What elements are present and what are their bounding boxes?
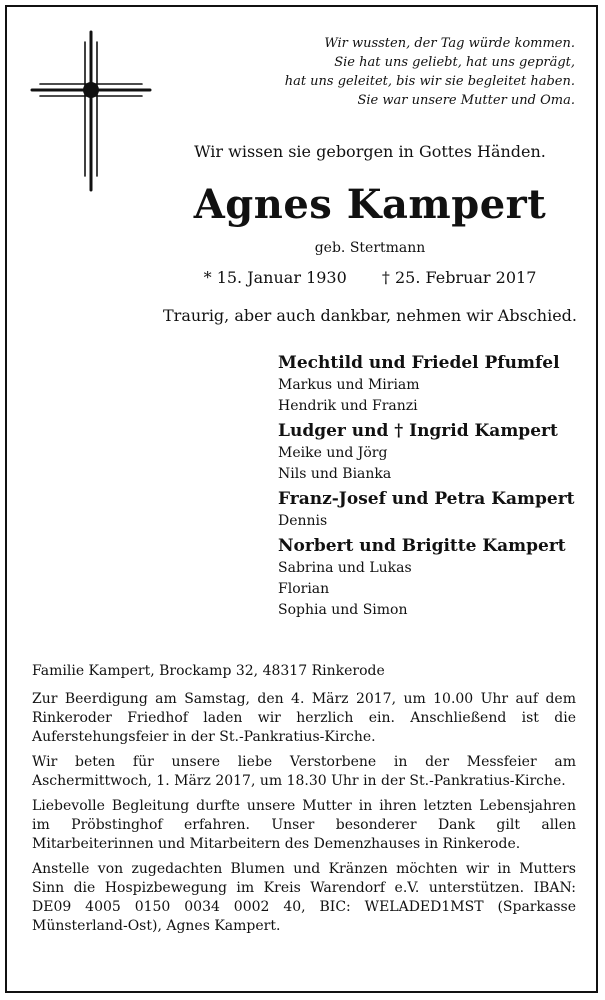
- family-group: [278, 535, 588, 621]
- funeral-paragraph: Zur Beerdigung am Samstag, den 4. März 2017, um 10.00 Uhr auf dem Rinkeroder Friedhof laden wir herzlich ein. Anschließend ist die Auferstehungsfeier in der St.-Pankratius-Kirche.: [32, 691, 576, 745]
- notice-body: [32, 662, 576, 942]
- family-group: [278, 352, 588, 417]
- maiden-name: geb. Stertmann: [314, 240, 426, 256]
- poem-line: Wir wussten, der Tag würde kommen.: [324, 36, 575, 51]
- donation-paragraph: Anstelle von zugedachten Blumen und Kränzen möchten wir in Mutters Sinn die Hospizbewegung im Kreis Warendorf e.V. unterstützen. IBAN: DE09 4005 0150 0034 0002 40, BIC: WELADED1MST (Sparkasse Münsterland-Ost), Agnes Kampert.: [32, 861, 576, 934]
- life-dates: [160, 268, 580, 287]
- poem-line: Sie hat uns geliebt, hat uns geprägt,: [334, 55, 575, 70]
- intro-line: Wir wissen sie geborgen in Gottes Händen.: [194, 142, 546, 161]
- family-member: Sabrina und Lukas: [278, 560, 412, 576]
- family-member: Nils und Bianka: [278, 466, 392, 482]
- family-member: Hendrik und Franzi: [278, 398, 418, 414]
- cross-icon: [30, 28, 152, 194]
- birth-date: * 15. Januar 1930: [203, 268, 347, 287]
- family-member: Sophia und Simon: [278, 602, 408, 618]
- family-head: Ludger und † Ingrid Kampert: [278, 421, 558, 441]
- mourners-list: [278, 352, 588, 624]
- poem-line: hat uns geleitet, bis wir sie begleitet haben.: [284, 74, 575, 89]
- family-head: Franz-Josef und Petra Kampert: [278, 489, 575, 509]
- death-date: † 25. Februar 2017: [381, 268, 537, 287]
- deceased-name: Agnes Kampert: [193, 181, 547, 228]
- family-group: [278, 488, 588, 532]
- family-member: Florian: [278, 581, 330, 597]
- poem: [235, 34, 575, 110]
- family-address: Familie Kampert, Brockamp 32, 48317 Rinkerode: [32, 663, 385, 679]
- family-member: Meike und Jörg: [278, 445, 388, 461]
- family-head: Norbert und Brigitte Kampert: [278, 536, 566, 556]
- family-member: Dennis: [278, 513, 328, 529]
- farewell-line: Traurig, aber auch dankbar, nehmen wir Abschied.: [163, 306, 577, 325]
- family-group: [278, 420, 588, 485]
- family-member: Markus und Miriam: [278, 377, 420, 393]
- mass-paragraph: Wir beten für unsere liebe Verstorbene in der Messfeier am Aschermittwoch, 1. März 2017, um 18.30 Uhr in der St.-Pankratius-Kirche.: [32, 754, 576, 789]
- family-head: Mechtild und Friedel Pfumfel: [278, 353, 560, 373]
- poem-line: Sie war unsere Mutter und Oma.: [357, 93, 575, 108]
- thanks-paragraph: Liebevolle Begleitung durfte unsere Mutter in ihren letzten Lebensjahren im Pröbstinghof erfahren. Unser besonderer Dank gilt allen Mitarbeiterinnen und Mitarbeitern des Demenzhauses in Rinkerode.: [32, 798, 576, 852]
